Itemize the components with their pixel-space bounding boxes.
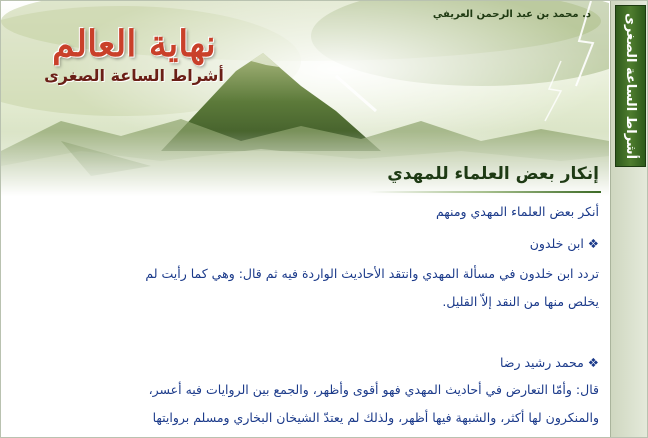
paragraph-line: تردد ابن خلدون في مسألة المهدي وانتقد الأحاديث الواردة فيه ثم قال: وهي كما رأيت لم	[145, 266, 599, 281]
author-name: د. محمد بن عبد الرحمن العريفي	[432, 9, 591, 20]
paragraph-line: والمنكرون لها أكثر، والشبهة فيها أظهر، ولذلك لم يعتدّ الشيخان البخاري ومسلم بروايتها	[152, 410, 599, 425]
article-title: إنكار بعض العلماء للمهدي	[387, 164, 599, 184]
bullet-rashid-rida: ❖ محمد رشيد رضا	[500, 355, 599, 370]
right-sidebar	[610, 1, 648, 437]
sidebar-tab-label: أشراط الساعة الصغرى	[623, 12, 638, 160]
paragraph-line: يخلص منها من النقد إلاّ القليل.	[442, 294, 599, 309]
sidebar-tab[interactable]	[615, 5, 646, 167]
logo-subtitle: أشراط الساعة الصغرى	[44, 66, 224, 85]
article-title-row	[369, 164, 609, 190]
logo-title: نهاية العالم	[52, 23, 216, 65]
paragraph-intro: أنكر بعض العلماء المهدي ومنهم	[435, 204, 599, 219]
bullet-ibn-khaldun: ❖ ابن خلدون	[529, 236, 599, 251]
paragraph-line: قال: وأمّا التعارض في أحاديث المهدي فهو أقوى وأظهر، والجمع بين الروايات فيه أعسر،	[148, 382, 599, 397]
title-underline	[369, 191, 601, 193]
site-logo[interactable]	[19, 23, 249, 113]
